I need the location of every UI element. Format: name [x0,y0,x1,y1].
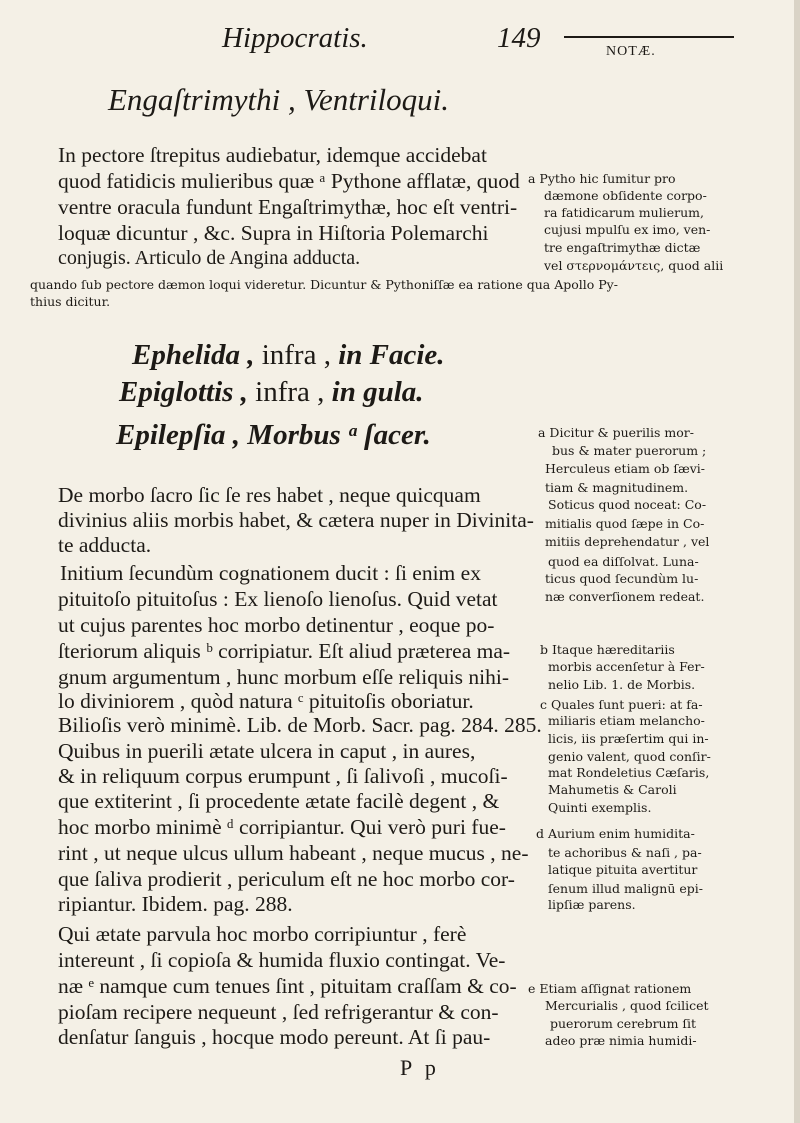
heading-main: Ephelida , [132,339,255,371]
marginal-note-line: mitiis deprehendatur , vel [545,534,710,549]
running-title: Hippocratis. [222,22,368,54]
marginal-note-line: mitialis quod ſæpe in Co- [545,516,705,531]
body-line: gnum argumentum , hunc morbum eſſe reliquis nihi- [58,665,510,689]
marginal-note-line: lipſiæ parens. [548,897,636,912]
marginal-note-line: d Aurium enim humidita- [536,826,695,841]
body-line: In pectore ſtrepitus audiebatur, idemque accidebat [58,143,487,167]
marginal-note-line: Soticus quod noceat: Co- [548,497,707,512]
body-line: lo diviniorem , quòd natura ᶜ pituitoſis oboriatur. [58,689,474,713]
marginal-note-line: a Dicitur & puerilis mor- [538,425,694,440]
body-line: intereunt , ſi copioſa & humida fluxio contingat. Ve- [58,948,506,972]
body-line: que extiterint , ſi procedente ætate facilè degent , & [58,789,500,813]
heading-ephelida [132,339,445,372]
marginal-note-line: Quinti exemplis. [548,800,652,815]
body-line: ut cujus parentes hoc morbo detinentur , eoque po- [58,613,495,637]
heading-main: Epilepſia , Morbus ᵃ ſacer. [116,419,431,451]
body-line: hoc morbo minimè ᵈ corripiantur. Qui verò puri fue- [58,815,506,839]
marginal-note-line: a Pytho hic ſumitur pro [528,171,676,186]
marginal-note-line: puerorum cerebrum ſit [550,1016,697,1031]
marginal-note-line: nelio Lib. 1. de Morbis. [548,677,696,692]
heading-epiglottis [119,376,424,409]
marginal-note-line: ra fatidicarum mulierum, [544,205,704,220]
marginal-note-line: te achoribus & naſi , pa- [548,845,702,860]
body-line: Quibus in puerili ætate ulcera in caput , in aures, [58,739,476,763]
marginal-note-line: miliaris etiam melancho- [548,713,705,728]
note-continuation-line: quando ſub pectore dæmon loqui videretur. Dicuntur & Pythoniſſæ ea ratione qua Apollo Py- [30,277,618,292]
body-line: quod fatidicis mulieribus quæ ᵃ Pythone afflatæ, quod [58,169,520,193]
body-line: loquæ dicuntur , &c. Supra in Hiſtoria Polemarchi [58,221,489,245]
marginal-note-line: Mahumetis & Caroli [548,782,677,797]
marginal-note-line: vel στερνομάντεις, quod alii [544,258,724,273]
marginal-note-line: licis, iis præſertim qui in- [548,731,709,746]
body-line: que ſaliva prodierit , periculum eſt ne hoc morbo cor- [58,867,515,891]
marginal-note-line: dæmone obſidente corpo- [544,188,707,203]
marginal-note-line: b Itaque hæreditariis [540,642,675,657]
marginal-note-line: ticus quod ſecundùm lu- [545,571,699,586]
marginal-note-line: tre engaſtrimythæ dictæ [544,240,701,255]
marginal-note-line: Mercurialis , quod ſcilicet [545,998,709,1013]
marginal-note-line: genio valent, quod conſir- [548,749,711,764]
body-line: rint , ut neque ulcus ullum habeant , neque mucus , ne- [58,841,529,865]
body-line: Qui ætate parvula hoc morbo corripiuntur , ferè [58,922,467,946]
section-heading-engastrimythi: Engaſtrimythi , Ventriloqui. [108,82,449,117]
body-line: De morbo ſacro ſic ſe res habet , neque quicquam [58,483,481,507]
body-line: pioſam recipere nequeunt , ſed refrigerantur & con- [58,1000,499,1024]
body-line: ripiantur. Ibidem. pag. 288. [58,892,293,916]
body-line: Bilioſis verò minimè. Lib. de Morb. Sacr. pag. 284. 285. [58,713,542,737]
body-line: te adducta. [58,533,152,557]
marginal-note-line: cujusi mpulſu ex imo, ven- [544,222,711,237]
marginal-note-line: e Etiam aſſignat rationem [528,981,692,996]
body-line: divinius aliis morbis habet, & cætera nuper in Divinita- [58,508,534,532]
body-line: ventre oracula fundunt Engaſtrimythæ, hoc eſt ventri- [58,195,518,219]
marginal-note-line: quod ea diſſolvat. Luna- [548,554,699,569]
heading-sep: infra , [254,339,331,371]
body-line: næ ᵉ namque cum tenues ſint , pituitam craſſam & co- [58,974,517,998]
marginal-note-line: adeo præ nimia humidi- [545,1033,697,1048]
marginal-note-line: latique pituita avertitur [548,862,698,877]
marginal-note-line: næ converſionem redeat. [545,589,705,604]
marginal-note-line: c Quales ſunt pueri: at fa- [540,697,703,712]
marginal-note-line: bus & mater puerorum ; [552,443,707,458]
body-line: Initium ſecundùm cognationem ducit : ſi enim ex [60,561,481,585]
heading-sep: infra , [247,376,325,408]
heading-main: Epiglottis , [119,376,248,408]
marginal-note-line: ſenum illud malignū epi- [548,881,703,896]
marginal-note-line: mat Rondeletius Cæſaris, [548,765,710,780]
marginal-note-line: tiam & magnitudinem. [545,480,689,495]
page-number: 149 [497,22,541,54]
heading-epilepsia [116,419,431,452]
body-line: & in reliquum corpus erumpunt , ſi ſalivoſi , mucoſi- [58,764,508,788]
notae-rule [564,36,734,38]
signature-mark: P p [400,1055,440,1080]
marginal-note-line: Herculeus etiam ob ſævi- [545,461,706,476]
body-line: ſteriorum aliquis ᵇ corripiatur. Eſt aliud præterea ma- [58,639,511,663]
heading-ref: in gula. [324,376,424,408]
body-line: denſatur ſanguis , hocque modo pereunt. At ſi pau- [58,1025,491,1049]
body-line: conjugis. Articulo de Angina adducta. [58,247,361,269]
notae-heading: NOTÆ. [606,44,656,59]
heading-ref: in Facie. [330,339,445,371]
body-line: pituitoſo pituitoſus : Ex lienoſo lienoſus. Quid vetat [58,587,498,611]
note-continuation-line: thius dicitur. [30,294,111,309]
marginal-note-line: morbis accenſetur à Fer- [548,659,705,674]
